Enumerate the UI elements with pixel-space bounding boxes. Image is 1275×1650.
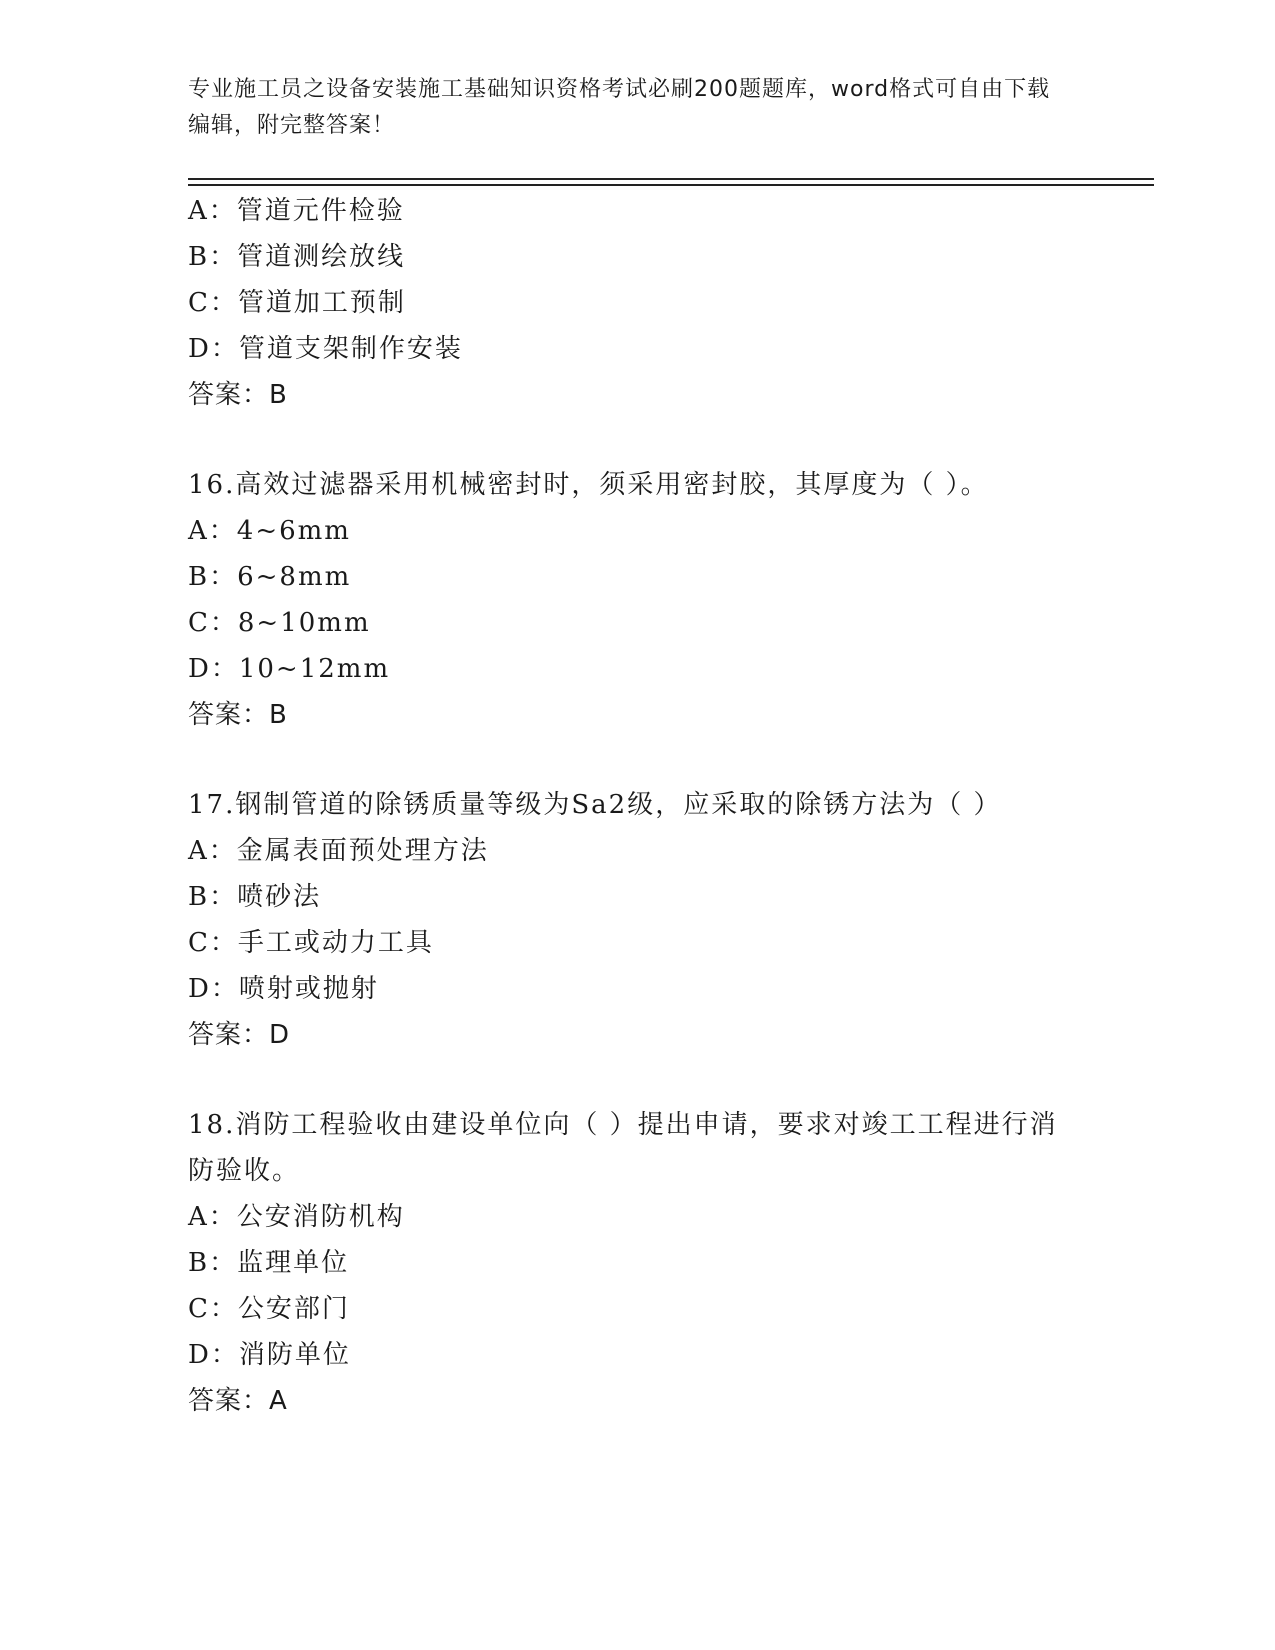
option-c: C：8~10mm — [188, 608, 371, 638]
option-b: B：喷砂法 — [188, 882, 322, 912]
option-b: B：6~8mm — [188, 562, 352, 592]
answer-line: 答案：B — [188, 700, 288, 730]
option-b: B：监理单位 — [188, 1248, 350, 1278]
option-d: D：10~12mm — [188, 654, 391, 684]
option-c: C：公安部门 — [188, 1294, 350, 1324]
answer-line: 答案：D — [188, 1020, 291, 1050]
document-header: 专业施工员之设备安装施工基础知识资格考试必刷200题题库，word格式可自由下载编辑，附完整答案！ — [188, 77, 1051, 138]
option-c: C：手工或动力工具 — [188, 928, 434, 958]
question-17 — [188, 782, 1088, 1058]
option-d: D：喷射或抛射 — [188, 974, 379, 1004]
question-stem: 17.钢制管道的除锈质量等级为Sa2级，应采取的除锈方法为（ ） — [188, 790, 1002, 820]
option-d: D：管道支架制作安装 — [188, 334, 463, 364]
answer-line: 答案：A — [188, 1386, 288, 1416]
spacer — [188, 738, 1088, 782]
option-a: A：4~6mm — [188, 516, 351, 546]
option-d: D：消防单位 — [188, 1340, 351, 1370]
question-stem: 18.消防工程验收由建设单位向（ ）提出申请，要求对竣工工程进行消防验收。 — [188, 1110, 1058, 1186]
option-a: A：管道元件检验 — [188, 196, 405, 226]
option-c: C：管道加工预制 — [188, 288, 406, 318]
question-stem: 16.高效过滤器采用机械密封时，须采用密封胶，其厚度为（ ）。 — [188, 470, 989, 500]
header-divider-top — [188, 178, 1154, 180]
header-divider-bottom — [188, 184, 1154, 186]
question-15 — [188, 188, 1088, 418]
question-16 — [188, 462, 1088, 738]
option-a: A：公安消防机构 — [188, 1202, 405, 1232]
question-18 — [188, 1102, 1088, 1424]
option-b: B：管道测绘放线 — [188, 242, 406, 272]
question-list — [188, 188, 1088, 1424]
option-a: A：金属表面预处理方法 — [188, 836, 489, 866]
spacer — [188, 1058, 1088, 1102]
answer-line: 答案：B — [188, 380, 288, 410]
spacer — [188, 418, 1088, 462]
